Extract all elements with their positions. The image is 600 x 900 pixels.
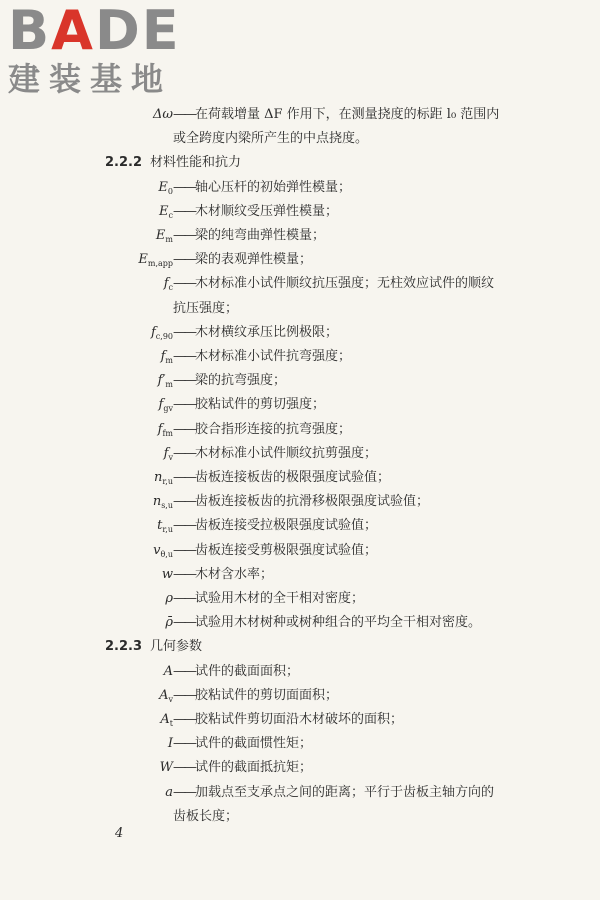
- symbol: ρ̄: [165, 615, 173, 631]
- symbol-description: ——木材顺纹受压弹性模量；: [173, 203, 339, 219]
- symbol: I: [167, 736, 173, 752]
- symbol: ρ: [165, 591, 173, 606]
- page-number: 4: [115, 826, 124, 841]
- section-heading: 2.2.3 几何参数: [105, 639, 203, 655]
- symbol-description: ——试件的截面抵抗矩；: [173, 760, 313, 776]
- symbol: $f_m$: [160, 349, 173, 365]
- symbol: $t_{r,u}$: [157, 518, 173, 535]
- symbol: $A_t$: [160, 712, 173, 728]
- symbol-description: 抗压强度；: [173, 300, 239, 316]
- symbol-description: ——齿板连接受剪极限强度试验值；: [173, 542, 378, 558]
- symbol: $f_{c,90}$: [150, 324, 173, 341]
- symbol-description: ——齿板连接受拉极限强度试验值；: [173, 518, 378, 534]
- symbol-description: ——木材横纹承压比例极限；: [173, 324, 339, 340]
- symbol: $E_m$: [155, 228, 173, 244]
- symbol-description: ——齿板连接板齿的极限强度试验值；: [173, 470, 391, 485]
- bade-logo: [8, 0, 181, 98]
- logo-mark: BADE: [8, 0, 181, 62]
- symbol: a: [165, 784, 173, 800]
- symbol-description: 或全跨度内梁所产生的中点挠度。: [173, 131, 369, 147]
- symbol-description: ——齿板连接板齿的抗滑移极限强度试验值；: [173, 494, 430, 510]
- symbol: $v_{\theta,u}$: [153, 542, 173, 559]
- logo-subtitle: 建装基地: [8, 60, 173, 98]
- symbol: W: [159, 760, 173, 776]
- symbol-description: ——木材标准小试件顺纹抗剪强度；: [173, 445, 378, 461]
- symbol: $E_{m,app}$: [138, 252, 173, 269]
- symbol: $f_{fm}$: [157, 421, 173, 438]
- symbol: w: [161, 566, 173, 582]
- symbol: Δω: [153, 107, 173, 122]
- symbol: $n_{s,u}$: [152, 494, 173, 511]
- symbol-description: ——胶粘试件的剪切强度；: [173, 397, 326, 413]
- symbol-description: ——木材含水率；: [173, 566, 274, 582]
- symbol-description: ——胶粘试件剪切面沿木材破坏的面积；: [173, 712, 404, 727]
- section-heading: 2.2.2 材料性能和抗力: [105, 155, 242, 171]
- symbol: $f_c$: [163, 276, 173, 293]
- symbol-description: ——木材标准小试件抗弯强度；: [173, 349, 352, 364]
- symbol-description: ——试件的截面惯性矩；: [173, 736, 313, 752]
- symbol: A: [163, 663, 173, 679]
- symbol-description: ——胶粘试件的剪切面面积；: [173, 687, 339, 703]
- symbol-description: ——在荷载增量 ΔF 作用下，在测量挠度的标距 l₀ 范围内: [173, 107, 500, 122]
- symbol-description: ——梁的纯弯曲弹性模量；: [173, 228, 326, 243]
- symbol: $A_v$: [159, 687, 173, 704]
- symbol-description: ——轴心压杆的初始弹性模量；: [173, 179, 352, 195]
- symbol-description: ——加载点至支承点之间的距离；平行于齿板主轴方向的: [173, 784, 495, 800]
- symbol-description: ——试验用木材的全干相对密度；: [173, 591, 365, 606]
- symbol: $f'_m$: [157, 373, 173, 390]
- symbol: $f_v$: [163, 445, 173, 462]
- symbol: $f_{gv}$: [158, 397, 173, 414]
- symbol: $E_0$: [158, 179, 173, 196]
- symbol: $n_{r,u}$: [153, 470, 173, 486]
- symbol-description: ——梁的表观弹性模量；: [173, 252, 313, 268]
- symbol: $E_c$: [159, 203, 173, 220]
- symbol-description: ——胶合指形连接的抗弯强度；: [173, 421, 352, 437]
- symbol-description: ——试件的截面面积；: [173, 663, 300, 679]
- symbol-description: ——试验用木材树种或树种组合的平均全干相对密度。: [173, 615, 482, 631]
- symbol-description: ——梁的抗弯强度；: [173, 373, 287, 389]
- symbol-description: ——木材标准小试件顺纹抗压强度；无柱效应试件的顺纹: [173, 276, 495, 292]
- symbol-description: 齿板长度；: [173, 808, 239, 824]
